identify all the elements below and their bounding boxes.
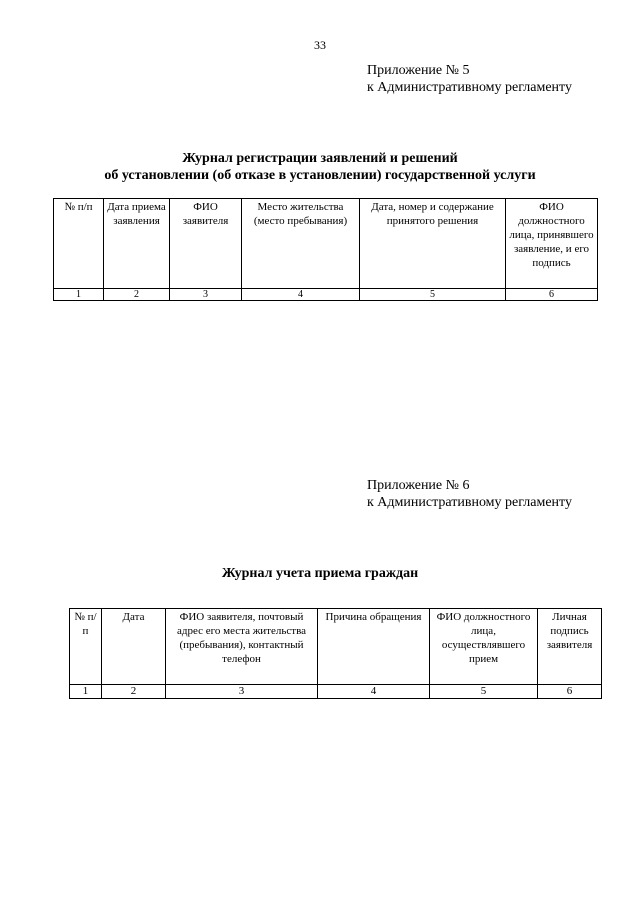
table-number-cell: 4	[318, 685, 430, 699]
table-header-cell: ФИО заявителя	[170, 199, 242, 289]
table-number-cell: 3	[166, 685, 318, 699]
table-header-cell: Место жительства (место пребывания)	[242, 199, 360, 289]
table-number-cell: 2	[104, 289, 170, 301]
table-header-cell: № п/п	[70, 609, 102, 685]
journal-1-table	[53, 198, 598, 301]
journal-2-title-text: Журнал учета приема граждан	[221, 566, 419, 581]
table-number-row	[54, 289, 598, 301]
page-number: 33	[314, 38, 326, 52]
appendix-5-line1: Приложение № 5	[367, 63, 470, 78]
table-number-cell: 5	[430, 685, 538, 699]
table-number-row	[70, 685, 602, 699]
table-header-cell: Причина обращения	[318, 609, 430, 685]
table-header-row	[70, 609, 602, 685]
journal-1-title-line2: об установлении (об отказе в установлении) государственной услуги	[104, 168, 536, 183]
table-number-cell: 1	[70, 685, 102, 699]
table-header-cell: Дата приема заявления	[104, 199, 170, 289]
table-number-cell: 4	[242, 289, 360, 301]
table-number-cell: 2	[102, 685, 166, 699]
table-header-cell: ФИО заявителя, почтовый адрес его места жительства (пребывания), контактный телефон	[166, 609, 318, 685]
table-number-cell: 5	[360, 289, 506, 301]
journal-1-title-line1: Журнал регистрации заявлений и решений	[182, 151, 458, 166]
table-header-cell: № п/п	[54, 199, 104, 289]
table-header-row	[54, 199, 598, 289]
journal-1-title	[0, 150, 640, 184]
appendix-6-line2: к Административному регламенту	[367, 495, 572, 510]
table-header-cell: Дата, номер и содержание принятого решения	[360, 199, 506, 289]
table-number-cell: 3	[170, 289, 242, 301]
table-header-cell: ФИО должностного лица, осуществлявшего прием	[430, 609, 538, 685]
appendix-6-heading	[367, 477, 572, 511]
table-number-cell: 6	[506, 289, 598, 301]
appendix-6-line1: Приложение № 6	[367, 478, 470, 493]
appendix-5-heading	[367, 62, 572, 96]
journal-2-title	[0, 565, 640, 582]
appendix-5-line2: к Административному регламенту	[367, 80, 572, 95]
table-number-cell: 6	[538, 685, 602, 699]
table-header-cell: Дата	[102, 609, 166, 685]
table-number-cell: 1	[54, 289, 104, 301]
journal-2-table	[69, 608, 602, 699]
table-header-cell: ФИО должностного лица, принявшего заявление, и его подпись	[506, 199, 598, 289]
table-header-cell: Личная подпись заявителя	[538, 609, 602, 685]
